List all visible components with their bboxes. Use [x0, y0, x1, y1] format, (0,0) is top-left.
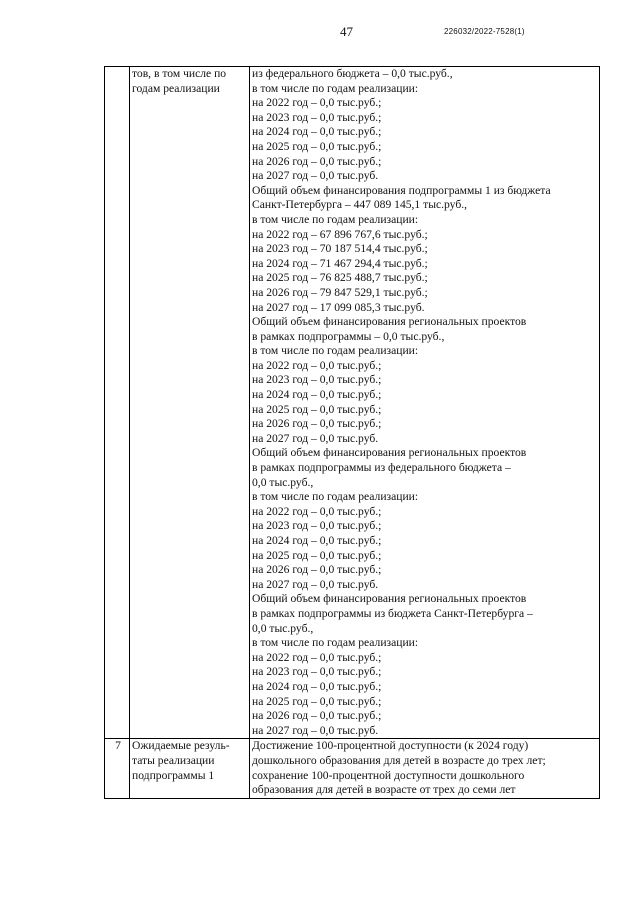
text-line: на 2026 год – 0,0 тыс.руб.;: [252, 417, 382, 431]
row-content-cell: [250, 739, 600, 798]
text-line: образования для детей в возрасте от трех до семи лет: [252, 783, 516, 797]
text-line: на 2025 год – 0,0 тыс.руб.;: [252, 694, 382, 708]
row-number-cell: 7: [105, 739, 130, 798]
text-line: 0,0 тыс.руб.,: [252, 475, 314, 489]
text-line: на 2027 год – 0,0 тыс.руб.: [252, 169, 379, 183]
row-label-cell: [130, 739, 250, 798]
row-number-cell: [105, 67, 130, 739]
text-line: Общий объем финансирования региональных проектов: [252, 446, 527, 460]
text-line: на 2026 год – 0,0 тыс.руб.;: [252, 154, 382, 168]
text-line: на 2023 год – 0,0 тыс.руб.;: [252, 373, 382, 387]
text-line: на 2022 год – 67 896 767,6 тыс.руб.;: [252, 227, 428, 241]
text-line: Общий объем финансирования подпрограммы 1 из бюджета: [252, 183, 551, 197]
text-line: на 2022 год – 0,0 тыс.руб.;: [252, 96, 382, 110]
text-line: Достижение 100-процентной доступности (к 2024 году): [252, 739, 529, 753]
text-line: на 2027 год – 0,0 тыс.руб.: [252, 431, 379, 445]
text-line: на 2023 год – 0,0 тыс.руб.;: [252, 110, 382, 124]
text-line: на 2026 год – 0,0 тыс.руб.;: [252, 563, 382, 577]
text-line: на 2025 год – 0,0 тыс.руб.;: [252, 548, 382, 562]
text-line: годам реализации: [132, 81, 220, 95]
program-table: [104, 66, 600, 799]
text-line: в том числе по годам реализации:: [252, 344, 419, 358]
text-line: дошкольного образования для детей в возрасте до трех лет;: [252, 753, 546, 767]
text-line: на 2023 год – 0,0 тыс.руб.;: [252, 519, 382, 533]
text-line: на 2022 год – 0,0 тыс.руб.;: [252, 504, 382, 518]
text-line: на 2025 год – 0,0 тыс.руб.;: [252, 402, 382, 416]
table-row-financing: [105, 67, 600, 739]
text-line: из федерального бюджета – 0,0 тыс.руб.,: [252, 67, 453, 80]
text-line: на 2023 год – 70 187 514,4 тыс.руб.;: [252, 242, 428, 256]
text-line: на 2024 год – 0,0 тыс.руб.;: [252, 125, 382, 139]
text-line: в рамках подпрограммы из бюджета Санкт-Петербурга –: [252, 606, 533, 620]
text-line: 0,0 тыс.руб.,: [252, 621, 314, 635]
text-line: тов, в том числе по: [132, 67, 227, 80]
text-line: на 2026 год – 79 847 529,1 тыс.руб.;: [252, 285, 428, 299]
document-code: 226032/2022-7528(1): [444, 27, 525, 36]
text-line: сохранение 100-процентной доступности дошкольного: [252, 768, 525, 782]
text-line: в рамках подпрограммы – 0,0 тыс.руб.,: [252, 329, 445, 343]
text-line: Ожидаемые резуль-: [132, 739, 230, 753]
text-line: на 2027 год – 17 099 085,3 тыс.руб.: [252, 300, 425, 314]
text-line: подпрограммы 1: [132, 768, 215, 782]
text-line: в том числе по годам реализации:: [252, 81, 419, 95]
text-line: на 2025 год – 76 825 488,7 тыс.руб.;: [252, 271, 428, 285]
text-line: на 2024 год – 0,0 тыс.руб.;: [252, 534, 382, 547]
text-line: в том числе по годам реализации:: [252, 212, 419, 226]
page-number: 47: [340, 24, 353, 39]
text-line: на 2022 год – 0,0 тыс.руб.;: [252, 358, 382, 372]
text-line: на 2027 год – 0,0 тыс.руб.: [252, 723, 379, 737]
text-line: на 2026 год – 0,0 тыс.руб.;: [252, 709, 382, 723]
row-content-cell: [250, 67, 600, 739]
text-line: Общий объем финансирования региональных проектов: [252, 315, 527, 329]
text-line: Общий объем финансирования региональных проектов: [252, 592, 527, 606]
row-label-cell: [130, 67, 250, 739]
text-line: таты реализации: [132, 753, 215, 767]
table-row-expected-results: [105, 739, 600, 798]
text-line: на 2027 год – 0,0 тыс.руб.: [252, 577, 379, 591]
text-line: на 2024 год – 71 467 294,4 тыс.руб.;: [252, 256, 428, 270]
text-line: в том числе по годам реализации:: [252, 636, 419, 650]
text-line: на 2025 год – 0,0 тыс.руб.;: [252, 139, 382, 153]
text-line: Санкт-Петербурга – 447 089 145,1 тыс.руб.,: [252, 198, 468, 212]
text-line: на 2024 год – 0,0 тыс.руб.;: [252, 388, 382, 402]
text-line: в том числе по годам реализации:: [252, 490, 419, 504]
text-line: на 2023 год – 0,0 тыс.руб.;: [252, 665, 382, 679]
text-line: на 2022 год – 0,0 тыс.руб.;: [252, 650, 382, 664]
text-line: в рамках подпрограммы из федерального бюджета –: [252, 461, 511, 475]
text-line: на 2024 год – 0,0 тыс.руб.;: [252, 679, 382, 693]
